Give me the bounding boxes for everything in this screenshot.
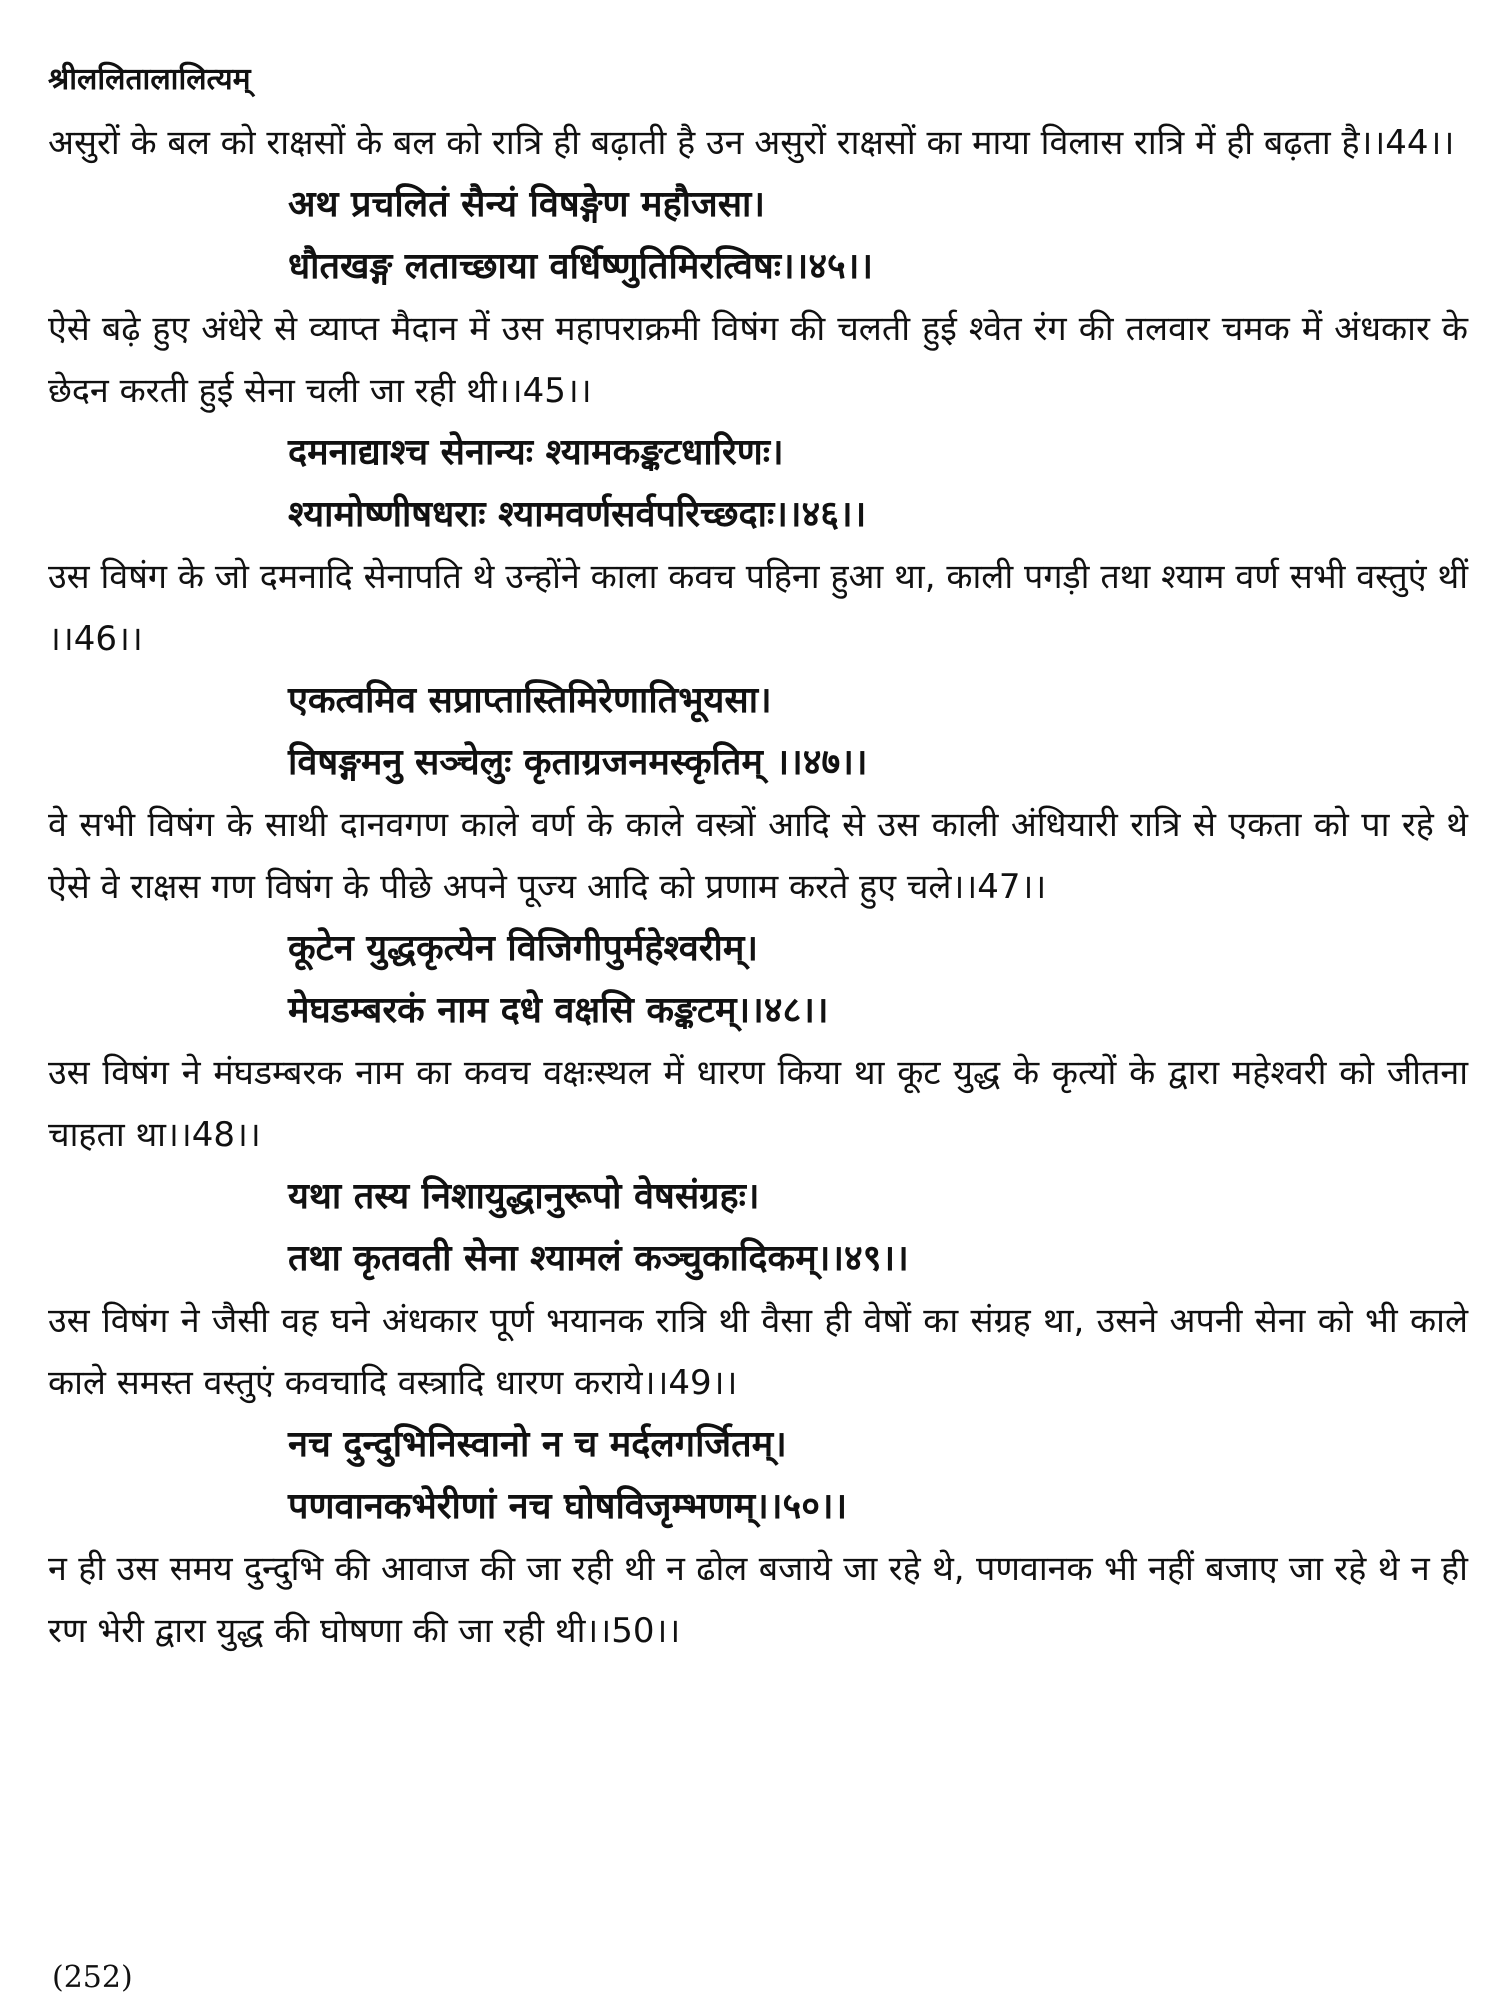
verse-line: अथ प्रचलितं सैन्यं विषङ्गेण महौजसा। <box>288 184 766 225</box>
commentary-50: न ही उस समय दुन्दुभि की आवाज की जा रही थी न ढोल बजाये जा रहे थे, पणवानक भी नहीं बजाए जा रहे थे न ही रण भेरी द्वारा युद्ध की घोषणा की जा रही थी।।50।। <box>48 1549 1468 1651</box>
commentary-46: उस विषंग के जो दमनादि सेनापति थे उन्होंने काला कवच पहिना हुआ था, काली पगड़ी तथा श्याम वर्ण सभी वस्तुएं थीं ।।46।। <box>48 557 1468 659</box>
verse-line: मेघडम्बरकं नाम दधे वक्षसि कङ्कटम्।।४८।। <box>288 990 829 1031</box>
verse-line: पणवानकभेरीणां नच घोषविजृम्भणम्।।५०।। <box>288 1486 848 1527</box>
verse-49 <box>48 1166 1468 1290</box>
verse-48 <box>48 918 1468 1042</box>
commentary-49: उस विषंग ने जैसी वह घने अंधकार पूर्ण भयानक रात्रि थी वैसा ही वेषों का संग्रह था, उसने अपनी सेना को भी काले काले समस्त वस्तुएं कवचादि वस्त्रादि धारण कराये।।49।। <box>48 1301 1468 1403</box>
commentary-48: उस विषंग ने मंघडम्बरक नाम का कवच वक्षःस्थल में धारण किया था कूट युद्ध के कृत्यों के द्वारा महेश्वरी को जीतना चाहता था।।48।। <box>48 1053 1468 1155</box>
verse-line: तथा कृतवती सेना श्यामलं कञ्चुकादिकम्।।४९।। <box>288 1238 909 1279</box>
commentary-44: असुरों के बल को राक्षसों के बल को रात्रि ही बढ़ाती है उन असुरों राक्षसों का माया विलास रात्रि में ही बढ़ता है।।44।। <box>48 123 1455 163</box>
verse-line: एकत्वमिव सप्राप्तास्तिमिरेणातिभूयसा। <box>288 680 772 721</box>
verse-line: धौतखङ्ग लताच्छाया वर्धिष्णुतिमिरत्विषः।।४५।। <box>288 246 874 287</box>
page-number: (252) <box>52 1960 133 1995</box>
commentary-45: ऐसे बढ़े हुए अंधेरे से व्याप्त मैदान में उस महापराक्रमी विषंग की चलती हुई श्वेत रंग की तलवार चमक में अंधकार के छेदन करती हुई सेना चली जा रही थी।।45।। <box>48 309 1468 411</box>
page-body <box>48 112 1468 1662</box>
verse-line: कूटेन युद्धकृत्येन विजिगीपुर्महेश्वरीम्। <box>288 928 759 969</box>
running-title: श्रीललितालालित्यम् <box>48 62 251 97</box>
verse-45 <box>48 174 1468 298</box>
verse-line: यथा तस्य निशायुद्धानुरूपो वेषसंग्रहः। <box>288 1176 760 1217</box>
commentary-47: वे सभी विषंग के साथी दानवगण काले वर्ण के काले वस्त्रों आदि से उस काली अंधियारी रात्रि से एकता को पा रहे थे ऐसे वे राक्षस गण विषंग के पीछे अपने पूज्य आदि को प्रणाम करते हुए चले।।47।। <box>48 805 1468 907</box>
verse-line: श्यामोष्णीषधराः श्यामवर्णसर्वपरिच्छदाः।।४६।। <box>288 494 867 535</box>
verse-50 <box>48 1414 1468 1538</box>
verse-line: विषङ्गमनु सञ्चेलुः कृताग्रजनमस्कृतिम् ।।४७।। <box>288 742 868 783</box>
verse-line: दमनाद्याश्च सेनान्यः श्यामकङ्कटधारिणः। <box>288 432 784 473</box>
verse-46 <box>48 422 1468 546</box>
verse-line: नच दुन्दुभिनिस्वानो न च मर्दलगर्जितम्। <box>288 1424 787 1465</box>
verse-47 <box>48 670 1468 794</box>
